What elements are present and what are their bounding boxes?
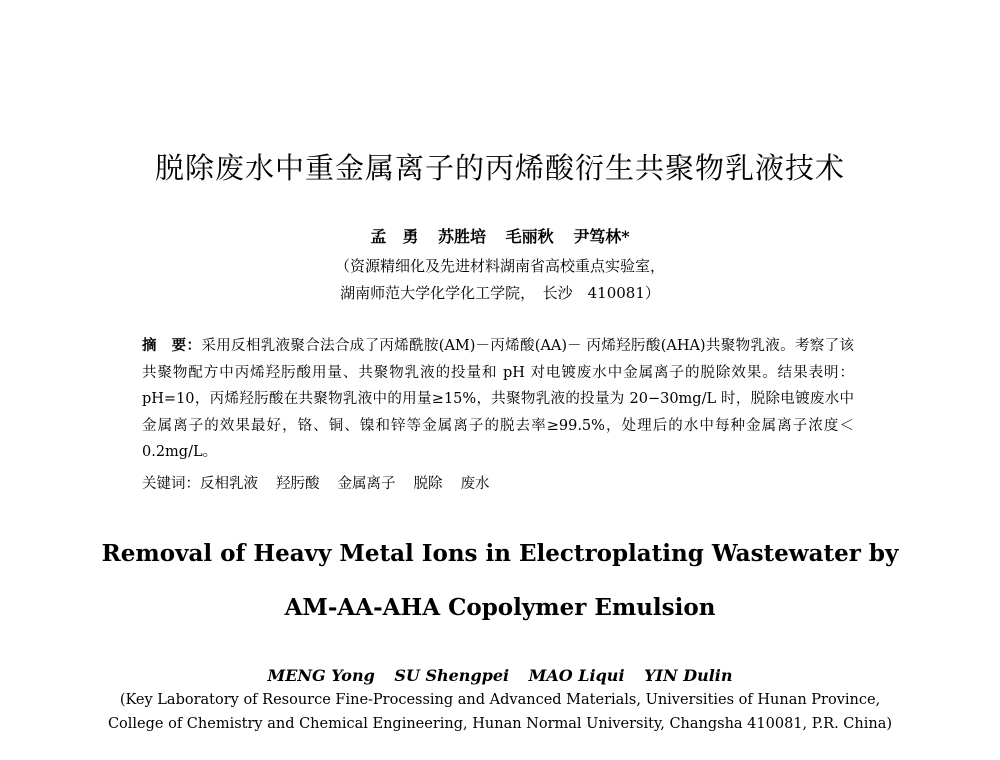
chinese-author: 苏胜培 xyxy=(438,227,487,246)
chinese-author: 尹笃林* xyxy=(573,227,630,246)
english-author: SU Shengpei xyxy=(394,666,510,685)
english-authors xyxy=(0,666,1000,685)
chinese-affiliation-line1: （资源精细化及先进材料湖南省高校重点实验室， xyxy=(334,257,665,275)
english-author: MAO Liqui xyxy=(528,666,625,685)
keywords-label: 关键词： xyxy=(142,476,200,492)
chinese-author: 毛丽秋 xyxy=(505,227,554,246)
english-author: YIN Dulin xyxy=(644,666,733,685)
english-title-line1: Removal of Heavy Metal Ions in Electroplating Wastewater by xyxy=(101,540,899,567)
keyword: 金属离子 xyxy=(337,476,396,492)
keyword: 脱除 xyxy=(413,476,443,492)
abstract-label: 摘 要： xyxy=(142,337,202,354)
english-affiliation-line2: College of Chemistry and Chemical Engineering, Hunan Normal University, Changsha 410081, P.R. China) xyxy=(107,716,893,732)
chinese-title: 脱除废水中重金属离子的丙烯酸衍生共聚物乳液技术 xyxy=(154,151,845,185)
english-title-line2: AM-AA-AHA Copolymer Emulsion xyxy=(284,594,716,621)
abstract-text: 采用反相乳液聚合法合成了丙烯酰胺(AM)－丙烯酸(AA)－ 丙烯羟肟酸(AHA)共聚物乳液。考察了该共聚物配方中丙烯羟肟酸用量、共聚物乳液的投量和 pH 对电镀废水中金属离子的脱除效果。结果表明：pH=10，丙烯羟肟酸在共聚物乳液中的用量≥15%，共聚物乳液的投量为 20−30mg/L 时，脱除电镀废水中金属离子的效果最好，铬、铜、镍和锌等金属离子的脱去率≥99.5%，处理后的水中每种金属离子浓度＜0.2mg/L。 xyxy=(142,338,854,460)
chinese-authors xyxy=(0,224,1000,247)
chinese-affiliation-line2: 湖南师范大学化学化工学院， 长沙 410081） xyxy=(340,284,660,302)
english-author: MENG Yong xyxy=(267,666,375,685)
keyword: 羟肟酸 xyxy=(276,476,320,492)
keyword: 废水 xyxy=(460,476,490,492)
english-affiliation-line1: (Key Laboratory of Resource Fine-Processing and Advanced Materials, Universities of Hunan Province, xyxy=(119,692,881,708)
chinese-abstract xyxy=(142,333,854,466)
chinese-keywords xyxy=(142,472,854,493)
chinese-author: 孟 勇 xyxy=(370,227,419,246)
keyword: 反相乳液 xyxy=(200,476,258,492)
